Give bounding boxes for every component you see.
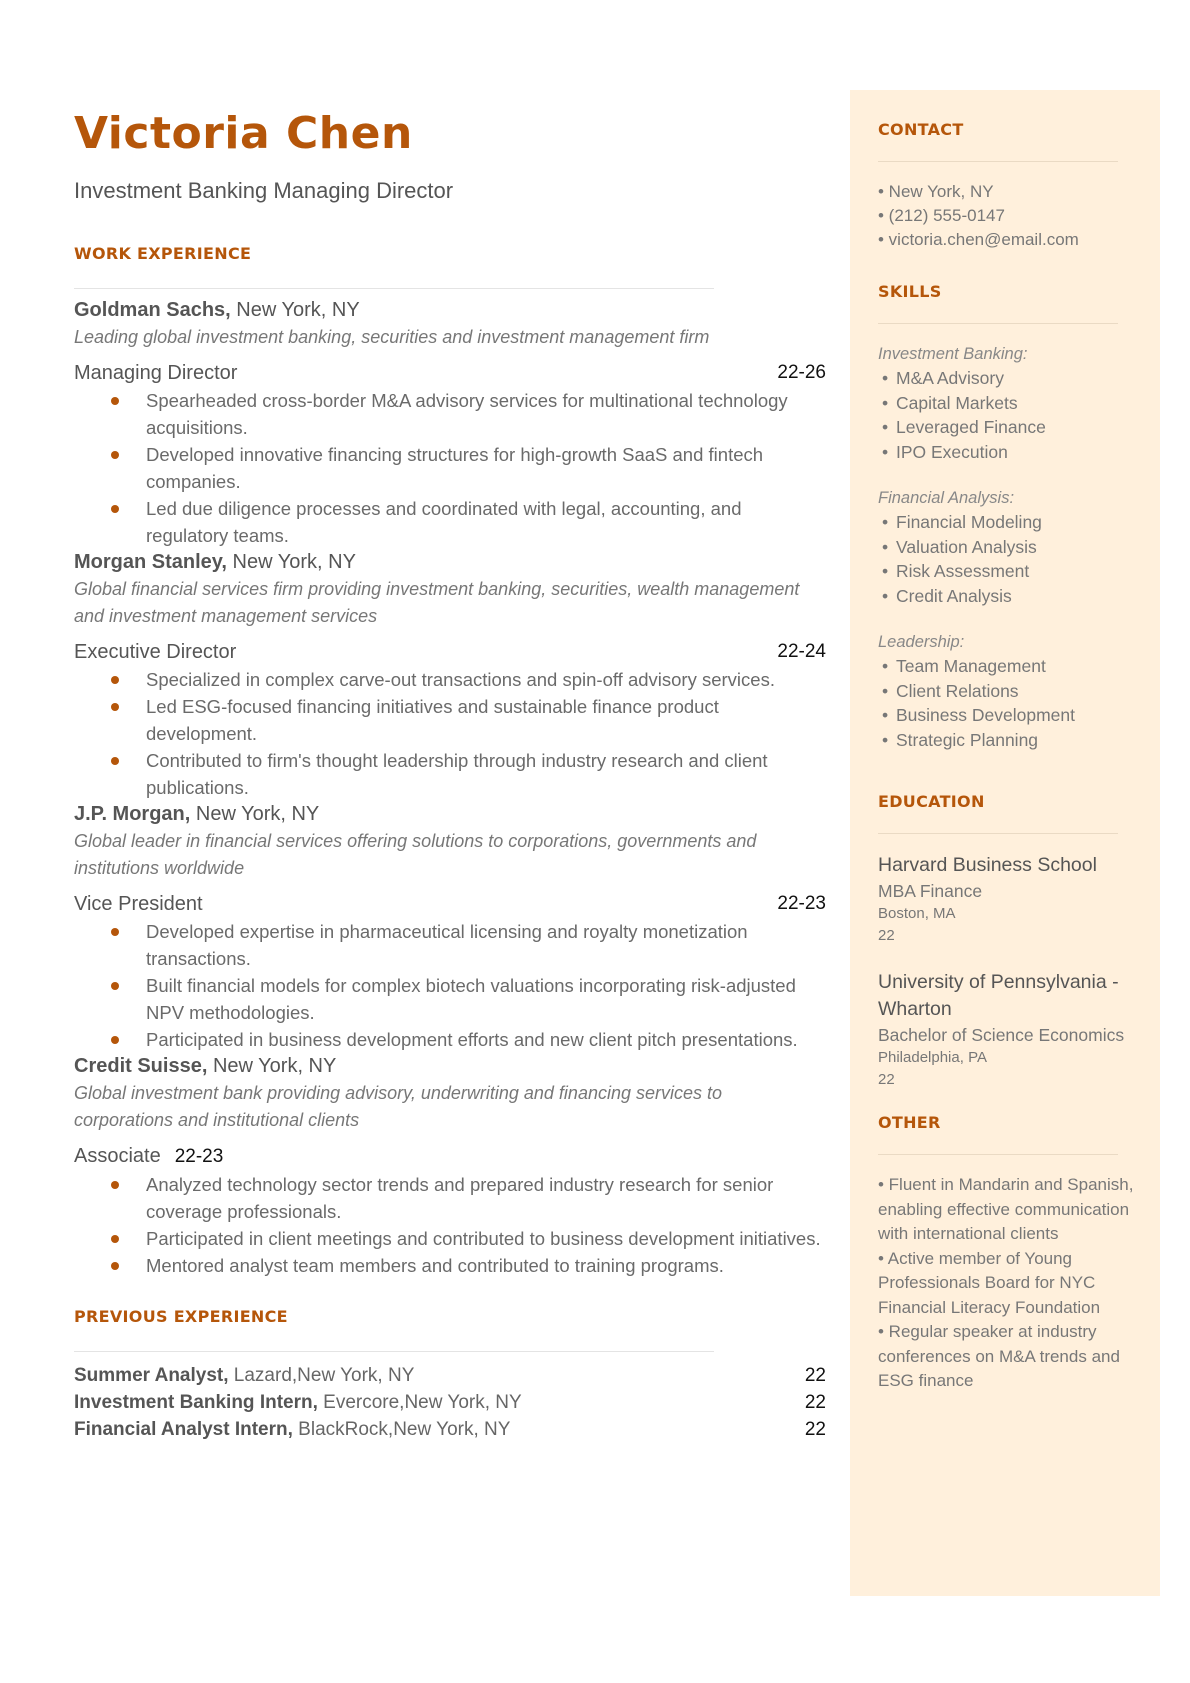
school-location: Philadelphia, PA (878, 1049, 987, 1066)
bullet-item (74, 666, 826, 693)
bullet-text: Specialized in complex carve-out transactions and spin-off advisory services. (146, 669, 775, 691)
company-line (74, 1053, 826, 1080)
skill-text: Credit Analysis (896, 585, 1012, 606)
skill-text: Risk Assessment (896, 561, 1030, 581)
bullet-item (74, 1171, 826, 1225)
previous-experience-row (74, 1389, 826, 1416)
degree: MBA Finance (878, 881, 983, 901)
previous-detail: Lazard,New York, NY (228, 1365, 415, 1387)
company-location: New York, NY (190, 803, 320, 826)
bullet-item (74, 747, 826, 801)
previous-detail: BlackRock,New York, NY (292, 1419, 511, 1441)
contact-email: • victoria.chen@email.com (878, 230, 1079, 249)
bullet-dot (111, 1235, 119, 1243)
skill-bullet: • (882, 392, 889, 413)
skills-heading: SKILLS (878, 282, 942, 301)
skill-item (878, 654, 1148, 679)
company-location: New York, NY (227, 551, 356, 574)
skill-text: Leveraged Finance (896, 417, 1046, 437)
role-title: Associate (74, 1145, 161, 1168)
skill-bullet: • (882, 680, 889, 701)
company-description: Global financial services firm providing investment banking, securities, wealth management and investment management services (74, 579, 800, 627)
job-bullets (74, 387, 826, 549)
bullet-dot (111, 982, 119, 990)
skill-text: Valuation Analysis (896, 536, 1037, 557)
role-title: Vice President (74, 893, 203, 916)
divider (878, 323, 1118, 324)
job-bullets (74, 666, 826, 801)
role-dates: 22-23 (777, 893, 826, 915)
contact-phone: • (212) 555-0147 (878, 206, 1005, 225)
bullet-text: Spearheaded cross-border M&A advisory services for multinational technology acquisitions. (146, 390, 788, 439)
skill-category: Financial Analysis: (878, 489, 1015, 507)
skill-item (878, 728, 1148, 753)
skill-item (878, 703, 1148, 728)
bullet-item (74, 1252, 826, 1279)
skill-item (878, 415, 1148, 440)
divider (878, 1154, 1118, 1155)
skill-text: Financial Modeling (896, 512, 1042, 532)
skill-bullet: • (882, 417, 889, 437)
role-dates: 22-24 (777, 641, 826, 663)
bullet-dot (111, 1181, 119, 1189)
skill-group (878, 630, 1148, 752)
bullet-dot (111, 1262, 119, 1270)
graduation-year: 22 (878, 1071, 895, 1088)
previous-title: Summer Analyst, (74, 1365, 229, 1387)
previous-date: 22 (804, 1419, 826, 1441)
skill-text: Strategic Planning (896, 729, 1039, 750)
role-line (74, 359, 826, 387)
sidebar-content (878, 120, 1148, 1394)
bullet-item (74, 387, 826, 441)
bullet-text: Led due diligence processes and coordinated with legal, accounting, and regulatory teams. (146, 498, 742, 547)
role-title: Executive Director (74, 641, 237, 664)
bullet-item (74, 441, 826, 495)
divider (878, 833, 1118, 834)
education-entry (878, 969, 1148, 1091)
company-line (74, 801, 826, 828)
company-description: Global investment bank providing advisory, underwriting and financing services to corporations and institutional clients (74, 1083, 723, 1131)
main-column (74, 110, 826, 1443)
contact-heading: CONTACT (878, 120, 964, 139)
company-name: Goldman Sachs, (74, 299, 231, 322)
skill-text: Capital Markets (896, 392, 1018, 413)
previous-title: Investment Banking Intern, (74, 1392, 318, 1414)
bullet-item (74, 972, 826, 1026)
bullet-item (74, 918, 826, 972)
school-location: Boston, MA (878, 905, 956, 922)
bullet-dot (111, 451, 119, 459)
bullet-dot (111, 676, 119, 684)
role-line (74, 890, 826, 918)
skill-group (878, 342, 1148, 464)
company-name: Credit Suisse, (74, 1055, 208, 1078)
job-entry (74, 1053, 826, 1279)
bullet-text: Participated in business development efforts and new client pitch presentations. (146, 1029, 798, 1051)
school-name: Harvard Business School (878, 854, 1097, 876)
company-name: J.P. Morgan, (74, 803, 191, 826)
company-location: New York, NY (230, 299, 360, 322)
company-description: Leading global investment banking, securities and investment management firm (74, 327, 710, 348)
company-description: Global leader in financial services offering solutions to corporations, governments and institutions worldwide (74, 831, 757, 879)
skill-item (878, 584, 1148, 609)
candidate-name: Victoria Chen (74, 108, 413, 159)
job-entry (74, 801, 826, 1053)
skill-text: IPO Execution (896, 441, 1008, 462)
bullet-dot (111, 1036, 119, 1044)
degree: Bachelor of Science Economics (878, 1025, 1125, 1045)
skill-text: Client Relations (896, 680, 1019, 701)
role-dates: 22-26 (777, 362, 826, 384)
divider (74, 1351, 714, 1352)
previous-date: 22 (804, 1365, 826, 1387)
company-line (74, 297, 826, 324)
previous-experience-row (74, 1362, 826, 1389)
education-heading: EDUCATION (878, 792, 985, 811)
bullet-text: Contributed to firm's thought leadership through industry research and client publications. (146, 750, 768, 799)
candidate-title: Investment Banking Managing Director (74, 178, 454, 204)
skill-bullet: • (882, 656, 889, 676)
skill-bullet: • (882, 705, 889, 725)
bullet-dot (111, 505, 119, 513)
job-entry (74, 297, 826, 549)
skill-bullet: • (882, 729, 889, 750)
skill-text: Team Management (896, 656, 1046, 676)
skill-bullet: • (882, 512, 889, 532)
skill-group (878, 486, 1148, 608)
bullet-item (74, 1225, 826, 1252)
skill-item (878, 535, 1148, 560)
divider (74, 288, 714, 289)
bullet-item (74, 1026, 826, 1053)
bullet-text: Led ESG-focused financing initiatives and sustainable finance product development. (146, 696, 719, 745)
role-line (74, 638, 826, 666)
other-item: • Regular speaker at industry conferences on M&A trends and ESG finance (878, 1322, 1120, 1390)
skill-bullet: • (882, 561, 889, 581)
bullet-item (74, 495, 826, 549)
job-bullets (74, 918, 826, 1053)
job-entry (74, 549, 826, 801)
divider (878, 161, 1118, 162)
previous-date: 22 (804, 1392, 826, 1414)
bullet-dot (111, 928, 119, 936)
previous-experience-list (74, 1362, 826, 1443)
skill-item (878, 559, 1148, 584)
skill-item (878, 679, 1148, 704)
skill-category: Leadership: (878, 633, 965, 651)
school-name: University of Pennsylvania - Wharton (878, 971, 1119, 1020)
bullet-dot (111, 703, 119, 711)
graduation-year: 22 (878, 927, 895, 944)
role-dates: 22-23 (174, 1146, 224, 1168)
skill-item (878, 510, 1148, 535)
previous-experience-row (74, 1416, 826, 1443)
bullet-item (74, 693, 826, 747)
education-entry (878, 852, 1148, 947)
sidebar (850, 90, 1160, 1596)
previous-title: Financial Analyst Intern, (74, 1419, 293, 1441)
previous-detail: Evercore,New York, NY (317, 1392, 522, 1414)
previous-experience-heading: PREVIOUS EXPERIENCE (74, 1307, 288, 1327)
company-location: New York, NY (207, 1055, 337, 1078)
bullet-text: Developed innovative financing structures for high-growth SaaS and fintech companies. (146, 444, 764, 493)
skill-item (878, 391, 1148, 416)
work-experience-heading: WORK EXPERIENCE (74, 244, 252, 264)
bullet-text: Analyzed technology sector trends and prepared industry research for senior coverage professionals. (146, 1174, 774, 1223)
bullet-text: Developed expertise in pharmaceutical licensing and royalty monetization transactions. (146, 921, 748, 970)
company-line (74, 549, 826, 576)
skill-bullet: • (882, 441, 889, 462)
skill-item (878, 440, 1148, 465)
skill-category: Investment Banking: (878, 345, 1028, 363)
other-item: • Active member of Young Professionals Board for NYC Financial Literacy Foundation (878, 1248, 1101, 1317)
bullet-dot (111, 397, 119, 405)
bullet-text: Participated in client meetings and contributed to business development initiatives. (146, 1228, 821, 1250)
role-line (74, 1142, 826, 1171)
skill-bullet: • (882, 585, 889, 606)
bullet-text: Built financial models for complex biotech valuations incorporating risk-adjusted NPV methodologies. (146, 975, 796, 1024)
bullet-dot (111, 757, 119, 765)
skill-text: M&A Advisory (896, 368, 1004, 388)
other-heading: OTHER (878, 1113, 941, 1132)
skill-bullet: • (882, 536, 889, 557)
role-title: Managing Director (74, 362, 238, 385)
skill-text: Business Development (896, 705, 1075, 725)
other-item: • Fluent in Mandarin and Spanish, enabling effective communication with international clients (878, 1175, 1134, 1243)
skill-bullet: • (882, 368, 889, 388)
company-name: Morgan Stanley, (74, 551, 227, 574)
contact-location: • New York, NY (878, 182, 994, 201)
skill-item (878, 366, 1148, 391)
bullet-text: Mentored analyst team members and contributed to training programs. (146, 1255, 724, 1277)
job-bullets (74, 1171, 826, 1279)
